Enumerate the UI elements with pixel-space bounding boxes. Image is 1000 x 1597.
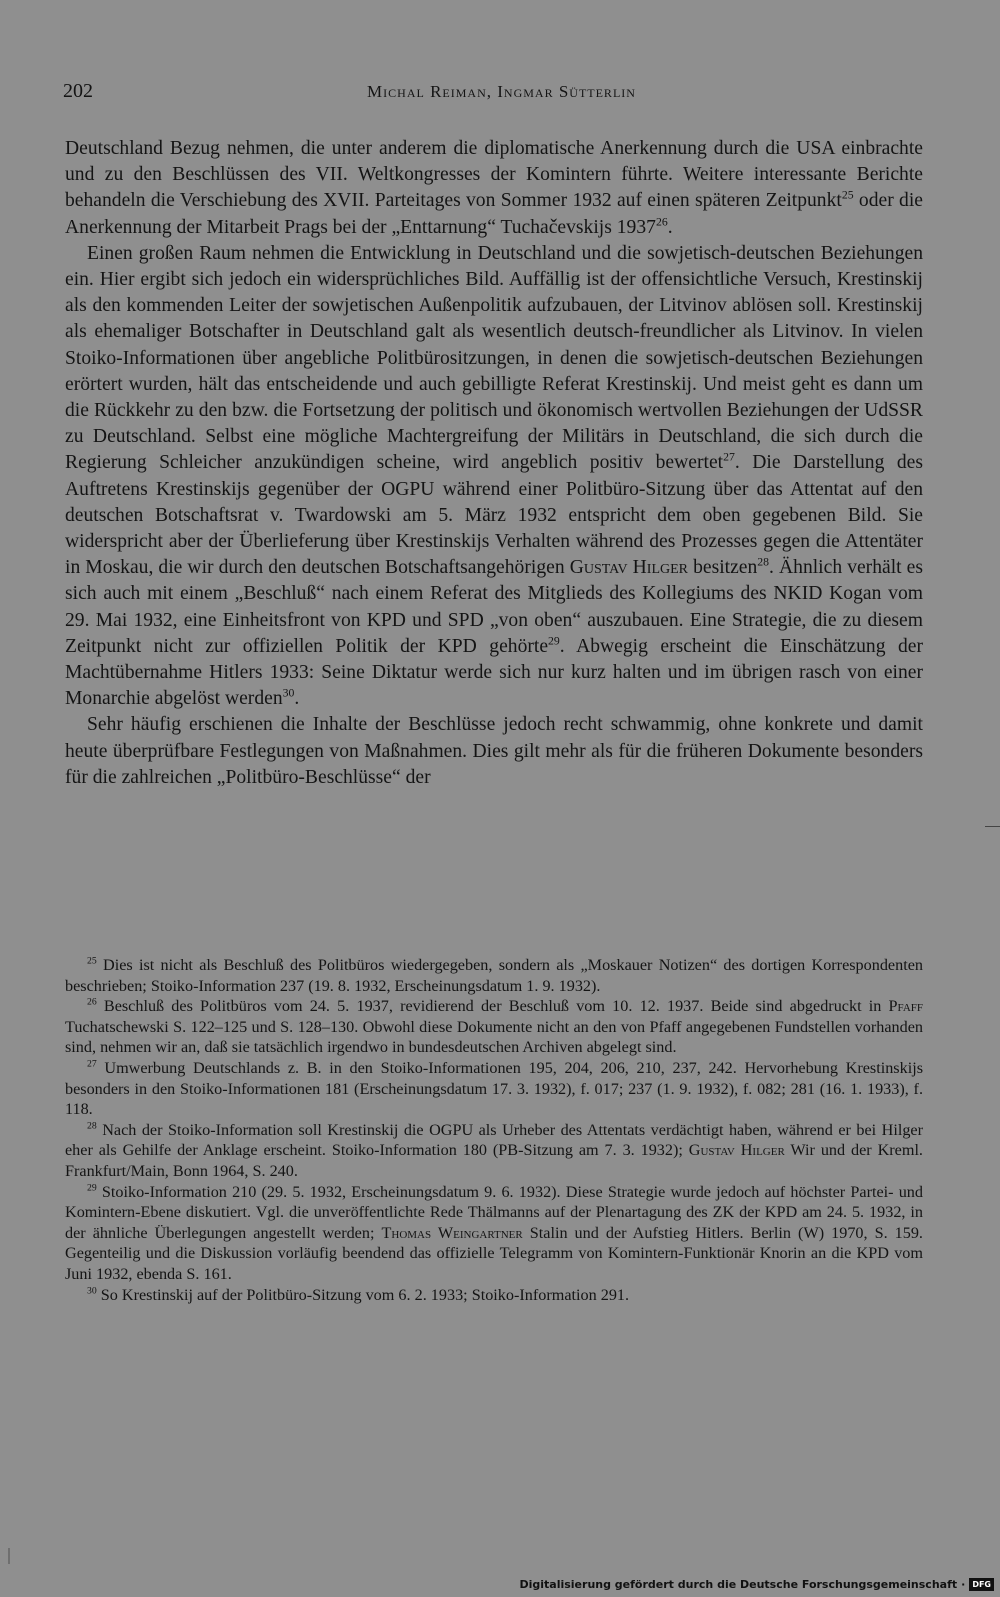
footnote-number: 28 <box>87 1120 97 1132</box>
body-text <box>65 136 923 791</box>
footnote-27: $^{27}$ Umwerbung Deutschlands z. B. in den Stoiko-Informationen 195, 204, 206, 210, 237, 242. Hervorhebung Krestinskijs besonders in den Stoiko-Informationen 181 (Erscheinungsdatum 17. 3. 1932), f. 017; 237 (1. 9. 1932), f. 082; 281 (16. 1. 1933), f. 118. <box>65 1058 923 1119</box>
author-name: Gustav Hilger <box>569 557 689 579</box>
footnote-29: $^{29}$ Stoiko-Information 210 (29. 5. 1932, Erscheinungsdatum 9. 6. 1932). Diese Strategie wurde jedoch auf höchster Partei- und Komintern-Ebene diskutiert. Vgl. die unveröffentlichte Rede Thälmanns auf der Plenartagung des ZK der KPD am 24. 5. 1932, in der ähnliche Überlegungen angestellt werden; Thomas Weingartner Stalin und der Aufstieg Hitlers. Berlin (W) 1970, S. 159. Gegenteilig und die Diskussion vorläufig beendend das offizielle Telegramm von Komintern-Funktionär Knorin an die KPD vom Juni 1932, ebenda S. 161. <box>65 1182 923 1283</box>
footnote-number: 26 <box>87 996 97 1008</box>
author-name: Thomas Weingartner <box>381 1223 523 1242</box>
footnote-ref-30[interactable]: 30 <box>282 686 295 700</box>
dfg-logo-icon: DFG <box>969 1578 994 1591</box>
footnote-ref-29[interactable]: 29 <box>548 634 560 648</box>
footnote-ref-28[interactable]: 28 <box>757 555 770 569</box>
footnotes <box>65 955 923 1305</box>
footnote-number: 29 <box>87 1182 97 1194</box>
margin-mark <box>985 826 1000 827</box>
author-name: Pfaff <box>888 997 923 1016</box>
footnote-28: $^{28}$ Nach der Stoiko-Information soll Krestinskij die OGPU als Urheber des Attentats verdächtigt haben, während er bei Hilger eher als Gehilfe der Anklage erscheint. Stoiko-Information 180 (PB-Sitzung am 7. 3. 1932); Gustav Hilger Wir und der Kreml. Frankfurt/Main, Bonn 1964, S. 240. <box>65 1120 923 1180</box>
paragraph-3: Sehr häufig erschienen die Inhalte der Beschlüsse jedoch recht schwammig, ohne konkrete und damit heute überprüfbare Festlegungen von Maßnahmen. Dies gilt mehr als für die früheren Dokumente besonders für die zahlreichen „Politbüro-Beschlüsse“ der <box>65 714 923 788</box>
footnote-26: $^{26}$ Beschluß des Politbüros vom 24. 5. 1937, revidierend der Beschluß vom 10. 12. 1937. Beide sind abgedruckt in Pfaff Tuchatschewski S. 122–125 und S. 128–130. Obwohl diese Dokumente nicht an den von Pfaff angegebenen Fundstellen vorhanden sind, nehmen wir an, daß sie tatsächlich irgendwo in bundesdeutschen Archiven abgelegt sind. <box>65 996 923 1057</box>
credit-text: Digitalisierung gefördert durch die Deutsche Forschungsgemeinschaft <box>519 1577 958 1591</box>
page-header <box>63 80 940 108</box>
corner-mark <box>8 1548 10 1564</box>
footnote-30: $^{30}$ So Krestinskij auf der Politbüro-Sitzung vom 6. 2. 1933; Stoiko-Information 291. <box>87 1285 630 1304</box>
footnote-ref-25[interactable]: 25 <box>841 188 854 202</box>
paragraph-1: Deutschland Bezug nehmen, die unter anderem die diplomatische Anerkennung durch die USA einbrachte und zu den Beschlüssen des VII. Weltkongresses der Komintern führte. Weitere interessante Berichte behandeln die Verschiebung des XVII. Parteitages von Sommer 1932 auf einen späteren Zeitpunkt$^{25}$ oder die Anerkennung der Mitarbeit Prags bei der „Enttarnung“ Tuchačevskijs 1937$^{26}$. <box>65 138 923 238</box>
footnote-ref-26[interactable]: 26 <box>655 215 668 229</box>
running-title: Michal Reiman, Ingmar Sütterlin <box>367 82 636 101</box>
footnote-number: 25 <box>87 955 97 967</box>
footnote-25: $^{25}$ Dies ist nicht als Beschluß des Politbüros wiedergegeben, sondern als „Moskauer Notizen“ des dortigen Korrespondenten beschrieben; Stoiko-Information 237 (19. 8. 1932, Erscheinungsdatum 1. 9. 1932). <box>65 955 923 995</box>
digitization-credit: Digitalisierung gefördert durch die Deutsche Forschungsgemeinschaft · DFG <box>519 1575 994 1593</box>
footnote-number: 30 <box>87 1285 97 1297</box>
footnote-number: 27 <box>87 1058 97 1070</box>
footnote-ref-27[interactable]: 27 <box>723 450 735 464</box>
author-name: Gustav Hilger <box>688 1141 785 1160</box>
paragraph-2: Einen großen Raum nehmen die Entwicklung in Deutschland und die sowjetisch-deutschen Beziehungen ein. Hier ergibt sich jedoch ein widersprüchliches Bild. Auffällig ist der offensichtliche Versuch, Krestinskij als den kommenden Leiter der sowjetischen Außenpolitik aufzubauen, der Litvinov ablösen soll. Krestinskij als ehemaliger Botschafter in Deutschland galt als wesentlich deutsch-freundlicher als Litvinov. In vielen Stoiko-Informationen über angebliche Politbürositzungen, in denen die sowjetisch-deutschen Beziehungen erörtert wurden, hält das entscheidende und auch gebilligte Referat Krestinskij. Und meist geht es dann um die Rückkehr zu den bzw. die Fortsetzung der politisch und ökonomisch wertvollen Beziehungen der UdSSR zu Deutschland. Selbst eine mögliche Machtergreifung der Militärs in Deutschland, die sich durch die Regierung Schleicher anzukündigen scheine, wird angeblich positiv bewertet$^{27}$. Die Darstellung des Auftretens Krestinskijs gegenüber der OGPU während einer Politbüro-Sitzung über das Attentat auf den deutschen Botschaftsrat v. Twardowski am 5. März 1932 entspricht dem oben gegebenen Bild. Sie widerspricht aber der Überlieferung über Krestinskijs Verhalten während des Prozesses gegen die Attentäter in Moskau, die wir durch den deutschen Botschaftsangehörigen Gustav Hilger besitzen$^{28}$. Ähnlich verhält es sich auch mit einem „Beschluß“ nach einem Referat des Mitglieds des Kollegiums des NKID Kogan vom 29. Mai 1932, eine Einheitsfront von KPD und SPD „von oben“ auszubauen. Eine Strategie, die zu diesem Zeitpunkt nicht zur offiziellen Politik der KPD gehörte$^{29}$. Abwegig erscheint die Einschätzung der Machtübernahme Hitlers 1933: Seine Diktatur werde sich nur kurz halten und im übrigen rasch von einer Monarchie abgelöst werden$^{30}$. <box>65 242 924 710</box>
page-number: 202 <box>63 80 93 102</box>
